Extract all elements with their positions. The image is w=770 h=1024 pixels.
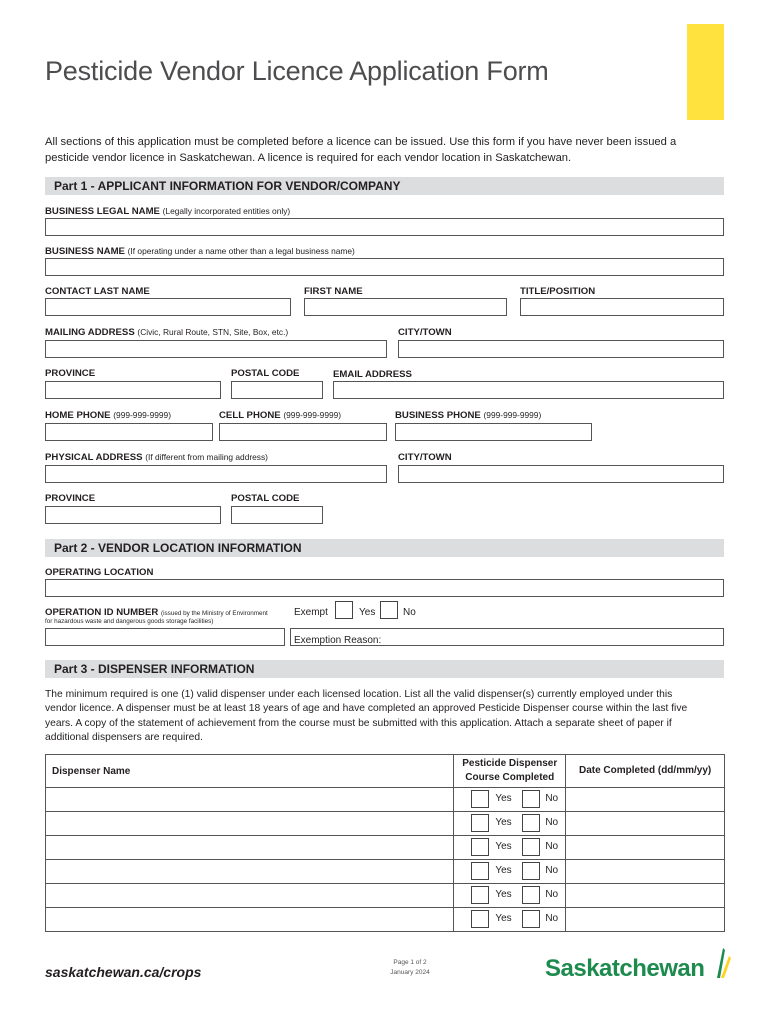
date-completed-cell[interactable] bbox=[566, 812, 725, 836]
part3-instructions: The minimum required is one (1) valid dispenser under each licensed location. List all the valid dispenser(s) currently employed under this vendor licence. A dispenser must be at least 18 years of age and have completed an approved Pesticide Dispenser course within the last five years. A copy of the statement of achievement from the course must be submitted with this application. Attach a separate sheet of paper if additional dispensers are required. bbox=[45, 689, 688, 743]
course-completed-cell bbox=[454, 860, 566, 884]
yes-label: Yes bbox=[495, 889, 512, 900]
contact-last-name-label: CONTACT LAST NAME bbox=[45, 286, 150, 297]
cell-phone-label: CELL PHONE (999-999-9999) bbox=[219, 410, 342, 421]
date-completed-cell[interactable] bbox=[566, 788, 725, 812]
title-position-label: TITLE/POSITION bbox=[520, 286, 596, 297]
cell-phone-field[interactable] bbox=[219, 423, 387, 441]
business-legal-name-label: BUSINESS LEGAL NAME (Legally incorporated entities only) bbox=[45, 206, 291, 217]
table-row bbox=[46, 908, 725, 932]
business-name-field[interactable] bbox=[45, 258, 724, 276]
course-yes-checkbox[interactable] bbox=[471, 886, 489, 904]
dispenser-name-cell[interactable] bbox=[46, 812, 454, 836]
dispenser-name-cell[interactable] bbox=[46, 788, 454, 812]
table-row bbox=[46, 836, 725, 860]
table-row bbox=[46, 860, 725, 884]
province-2-field[interactable] bbox=[45, 506, 221, 524]
course-yes-checkbox[interactable] bbox=[471, 838, 489, 856]
date-completed-header: Date Completed (dd/mm/yy) bbox=[566, 755, 725, 788]
email-address-label: EMAIL ADDRESS bbox=[333, 369, 412, 380]
operating-location-field[interactable] bbox=[45, 579, 724, 597]
course-completed-cell bbox=[454, 812, 566, 836]
city-town-2-label: CITY/TOWN bbox=[398, 452, 452, 463]
yes-label: Yes bbox=[495, 817, 512, 828]
course-completed-header: Pesticide Dispenser Course Completed bbox=[454, 755, 566, 788]
no-label: No bbox=[545, 913, 559, 924]
course-completed-cell bbox=[454, 884, 566, 908]
course-no-checkbox[interactable] bbox=[522, 814, 540, 832]
yes-label: Yes bbox=[495, 913, 512, 924]
no-label: No bbox=[545, 841, 559, 852]
dispenser-table-header bbox=[46, 755, 725, 788]
course-no-checkbox[interactable] bbox=[522, 790, 540, 808]
first-name-field[interactable] bbox=[304, 298, 507, 316]
course-yes-checkbox[interactable] bbox=[471, 814, 489, 832]
course-completed-cell bbox=[454, 836, 566, 860]
course-no-checkbox[interactable] bbox=[522, 910, 540, 928]
course-no-checkbox[interactable] bbox=[522, 886, 540, 904]
date-completed-cell[interactable] bbox=[566, 884, 725, 908]
home-phone-field[interactable] bbox=[45, 423, 213, 441]
course-yes-checkbox[interactable] bbox=[471, 790, 489, 808]
dispenser-name-header: Dispenser Name bbox=[46, 755, 454, 788]
yes-label: Yes bbox=[495, 841, 512, 852]
date-completed-cell[interactable] bbox=[566, 860, 725, 884]
intro-text: All sections of this application must be completed before a licence can be issued. Use this form if you have never been issued a pesticide vendor licence in Saskatchewan. A licence is required for each vendor location in Saskatchewan. bbox=[45, 136, 677, 164]
wheat-icon bbox=[711, 946, 733, 980]
postal-code-2-field[interactable] bbox=[231, 506, 323, 524]
exempt-yes-checkbox[interactable] bbox=[335, 601, 353, 619]
no-label: No bbox=[545, 865, 559, 876]
yes-label: Yes bbox=[495, 793, 512, 804]
date-completed-cell[interactable] bbox=[566, 836, 725, 860]
postal-code-label: POSTAL CODE bbox=[231, 368, 300, 379]
province-field[interactable] bbox=[45, 381, 221, 399]
part3-header: Part 3 - DISPENSER INFORMATION bbox=[45, 660, 724, 678]
business-phone-label: BUSINESS PHONE (999-999-9999) bbox=[395, 410, 542, 421]
city-town-2-field[interactable] bbox=[398, 465, 724, 483]
physical-address-field[interactable] bbox=[45, 465, 387, 483]
dispenser-name-cell[interactable] bbox=[46, 884, 454, 908]
home-phone-label: HOME PHONE (999-999-9999) bbox=[45, 410, 171, 421]
exempt-label: Exempt bbox=[294, 607, 328, 618]
title-position-field[interactable] bbox=[520, 298, 724, 316]
mailing-address-label: MAILING ADDRESS (Civic, Rural Route, STN, Site, Box, etc.) bbox=[45, 327, 289, 338]
city-town-field[interactable] bbox=[398, 340, 724, 358]
province-2-label: PROVINCE bbox=[45, 493, 96, 504]
no-label: No bbox=[545, 793, 559, 804]
business-phone-field[interactable] bbox=[395, 423, 592, 441]
course-no-checkbox[interactable] bbox=[522, 838, 540, 856]
course-completed-cell bbox=[454, 908, 566, 932]
exempt-no-checkbox[interactable] bbox=[380, 601, 398, 619]
part1-header: Part 1 - APPLICANT INFORMATION FOR VENDOR/COMPANY bbox=[45, 177, 724, 195]
page-title: Pesticide Vendor Licence Application Form bbox=[45, 56, 549, 86]
business-name-label: BUSINESS NAME (If operating under a name other than a legal business name) bbox=[45, 246, 355, 257]
business-legal-name-field[interactable] bbox=[45, 218, 724, 236]
postal-code-2-label: POSTAL CODE bbox=[231, 493, 300, 504]
course-completed-cell bbox=[454, 788, 566, 812]
first-name-label: FIRST NAME bbox=[304, 286, 363, 297]
operation-id-label: OPERATION ID NUMBER (issued by the Ministry of Environment bbox=[45, 607, 268, 618]
no-label: No bbox=[545, 889, 559, 900]
postal-code-field[interactable] bbox=[231, 381, 323, 399]
yellow-accent-bar bbox=[687, 24, 724, 120]
operation-id-hint: for hazardous waste and dangerous goods storage facilities) bbox=[45, 618, 214, 625]
operation-id-field[interactable] bbox=[45, 628, 285, 646]
exempt-yes-label: Yes bbox=[359, 607, 376, 618]
table-row bbox=[46, 788, 725, 812]
yes-label: Yes bbox=[495, 865, 512, 876]
dispenser-name-cell[interactable] bbox=[46, 860, 454, 884]
mailing-address-field[interactable] bbox=[45, 340, 387, 358]
no-label: No bbox=[545, 817, 559, 828]
contact-last-name-field[interactable] bbox=[45, 298, 291, 316]
city-town-label: CITY/TOWN bbox=[398, 327, 452, 338]
dispenser-name-cell[interactable] bbox=[46, 836, 454, 860]
course-yes-checkbox[interactable] bbox=[471, 862, 489, 880]
footer-url: saskatchewan.ca/crops bbox=[45, 964, 202, 980]
footer-page-info: Page 1 of 2 January 2024 bbox=[390, 959, 430, 976]
course-no-checkbox[interactable] bbox=[522, 862, 540, 880]
email-address-field[interactable] bbox=[333, 381, 724, 399]
exemption-reason-label: Exemption Reason: bbox=[294, 635, 382, 646]
dispenser-name-cell[interactable] bbox=[46, 908, 454, 932]
operating-location-label: OPERATING LOCATION bbox=[45, 567, 154, 578]
table-row bbox=[46, 884, 725, 908]
saskatchewan-logo: Saskatchewan bbox=[545, 946, 733, 983]
date-completed-cell[interactable] bbox=[566, 908, 725, 932]
table-row bbox=[46, 812, 725, 836]
dispenser-table bbox=[45, 754, 725, 932]
physical-address-label: PHYSICAL ADDRESS (If different from mailing address) bbox=[45, 452, 268, 463]
exempt-no-label: No bbox=[403, 607, 416, 618]
province-label: PROVINCE bbox=[45, 368, 96, 379]
course-yes-checkbox[interactable] bbox=[471, 910, 489, 928]
part2-header: Part 2 - VENDOR LOCATION INFORMATION bbox=[45, 539, 724, 557]
